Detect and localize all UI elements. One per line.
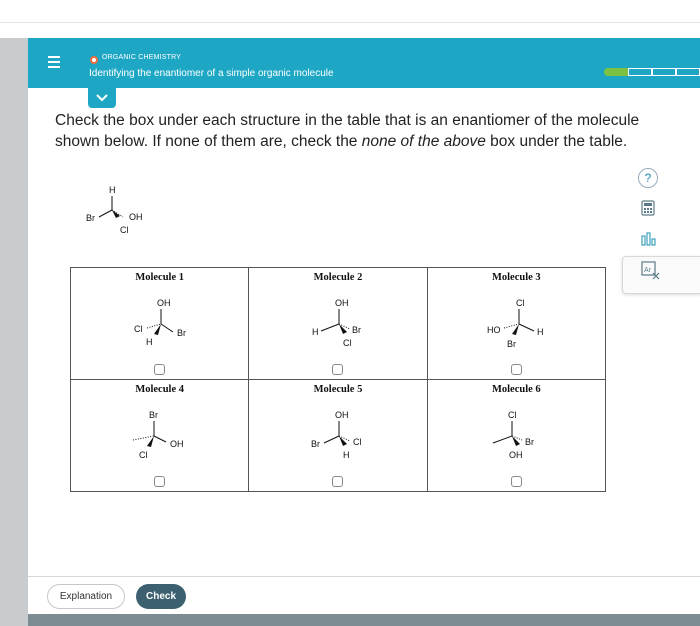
molecule-right-label: Br (177, 328, 186, 338)
molecules-table (70, 267, 606, 492)
periodic-table-icon[interactable] (641, 261, 661, 281)
molecule-structure-1 (121, 294, 201, 350)
molecule-left-label: Br (311, 439, 321, 449)
molecule-left-label: Cl (134, 324, 143, 334)
molecule-5-checkbox[interactable] (332, 476, 343, 487)
molecule-bottom-label: H (343, 450, 350, 460)
explanation-button[interactable]: Explanation (47, 584, 125, 609)
lesson-title: Identifying the enantiomer of a simple organic molecule (89, 68, 334, 79)
molecule-title: Molecule 5 (313, 384, 363, 395)
progress-bar (604, 68, 700, 76)
browser-top-strip (0, 0, 700, 22)
svg-text:Ar: Ar (644, 267, 651, 274)
given-right-label: OH (129, 212, 143, 222)
molecule-top-label: Cl (507, 410, 517, 420)
molecule-cell-6 (427, 380, 605, 492)
molecule-structure-2 (299, 294, 379, 350)
bottom-bar (28, 614, 700, 626)
molecule-right-label: Cl (353, 437, 362, 447)
molecule-1-checkbox[interactable] (154, 364, 165, 375)
bottom-gutter (0, 618, 28, 626)
molecule-cell-5 (249, 380, 427, 492)
molecule-structure-6 (478, 406, 558, 462)
molecule-bottom-label: Cl (343, 338, 352, 348)
given-bottom-label: Cl (120, 225, 129, 235)
molecule-cell-3 (427, 268, 605, 380)
question-text: Check the box under each structure in the table that is an enantiomer of the molecule shown below. If none of them are, check the none of the above box under the table. (55, 112, 640, 150)
molecule-6-checkbox[interactable] (511, 476, 522, 487)
data-chart-icon[interactable] (641, 232, 657, 246)
topic-status-icon (90, 56, 98, 64)
molecule-cell-2 (249, 268, 427, 380)
header-bar (28, 38, 700, 88)
molecule-right-label: H (536, 327, 544, 337)
molecule-right-label: OH (170, 439, 184, 449)
given-top-label: H (109, 185, 116, 195)
molecule-top-label: OH (157, 298, 171, 308)
left-gutter (0, 38, 28, 626)
molecule-2-checkbox[interactable] (332, 364, 343, 375)
given-molecule (80, 180, 170, 240)
topic-label: ORGANIC CHEMISTRY (102, 54, 182, 61)
molecule-title: Molecule 4 (135, 384, 185, 395)
molecule-4-checkbox[interactable] (154, 476, 165, 487)
molecule-top-label: OH (335, 410, 349, 420)
molecule-structure-5 (299, 406, 379, 462)
molecule-cell-1 (71, 268, 249, 380)
footer-bar (28, 576, 700, 614)
molecule-title: Molecule 2 (313, 272, 363, 283)
molecule-left-label: H (312, 327, 319, 337)
menu-icon[interactable] (48, 53, 64, 71)
molecule-bottom-label: Br (506, 339, 516, 349)
molecule-right-label: Br (524, 437, 534, 447)
molecule-top-label: Cl (515, 298, 525, 308)
progress-segment (652, 68, 676, 76)
periodic-table-tool-panel[interactable] (622, 256, 700, 294)
collapse-header-button[interactable] (88, 88, 116, 108)
check-button[interactable]: Check (136, 584, 186, 609)
molecule-structure-4 (121, 406, 201, 462)
progress-segment (676, 68, 700, 76)
molecule-right-label: Br (352, 325, 362, 335)
molecule-title: Molecule 6 (491, 384, 541, 395)
calculator-icon[interactable] (641, 200, 655, 216)
molecule-cell-4 (71, 380, 249, 492)
molecule-structure-3 (478, 294, 558, 350)
molecule-bottom-label: Cl (139, 450, 148, 460)
progress-segment (604, 68, 628, 76)
molecule-bottom-label: OH (508, 450, 523, 460)
progress-segment (628, 68, 652, 76)
chevron-down-icon (96, 93, 108, 103)
given-left-label: Br (86, 213, 95, 223)
molecule-top-label: Br (149, 410, 158, 420)
molecule-top-label: OH (335, 298, 349, 308)
help-icon[interactable]: ? (638, 168, 658, 188)
molecule-bottom-label: H (146, 337, 153, 347)
molecule-title: Molecule 3 (491, 272, 541, 283)
top-divider (0, 22, 700, 23)
molecule-left-label: HO (486, 325, 501, 335)
molecule-3-checkbox[interactable] (511, 364, 522, 375)
molecule-title: Molecule 1 (135, 272, 185, 283)
